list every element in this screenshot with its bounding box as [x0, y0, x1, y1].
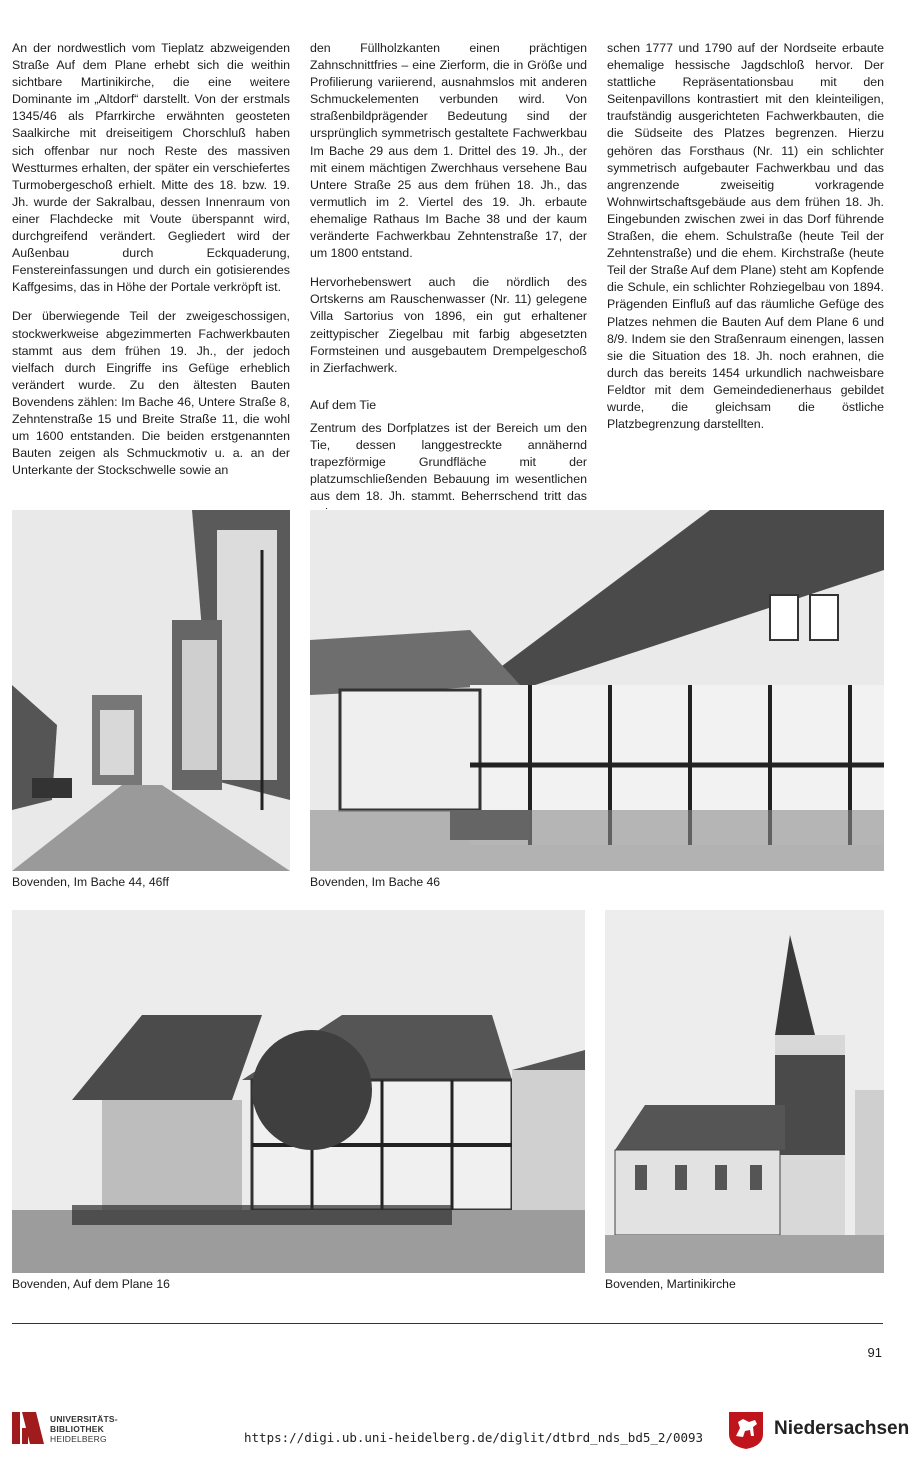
paragraph: schen 1777 und 1790 auf der Nordseite erbaute ehemalige hessische Jagdschloß hervor. Der stattliche Repräsentationsbau mit den Seitenpavillons kontrastiert mit den kleinteiligen, traufständig ausgerichteten Fachwerkbauten, die die Südseite des Platzes begrenzen. Hierzu gehören das Forsthaus (Nr. 11) ein schlichter symmetrisch aufgebauter Fachwerkbau und das angrenzende zweiseitig vorkragende Wohnwirtschaftsgebäude aus dem frühen 18. Jh. Eingebunden zwischen zwei in das Dorf führende Straßen, die ehem. Schulstraße (heute Teil der Zehntenstraße) und die ehem. Kirchstraße (heute Teil der Straße Auf dem Plane) steht am Kopfende die Schule, ein schlichter Rohziegelbau von 1894. Prägenden Einfluß auf das räumliche Gefüge des Platzes nehmen die Bauten Auf dem Plane 6 und 8/9. Indem sie den Straßenraum einengen, lassen sie die Situation des 18. Jh. noch erahnen, die durch das bereits 1454 urkundlich nachweisbare Feldtor mit dem Gemeindedienerhaus gebildet wurde, die gleichsam die östliche Platzbegrenzung darstellten. — [607, 41, 884, 432]
paragraph: Hervorhebenswert auch die nördlich des Ortskerns am Rauschenwasser (Nr. 11) gelegene Villa Sartorius von 1896, ein gut erhaltener zeittypischer Ziegelbau mit farbig abgesetzten Formsteinen und ausgebautem Drempelgeschoß in Zierfachwerk. — [310, 275, 587, 375]
university-library-logo-icon — [10, 1408, 44, 1448]
paragraph: Der überwiegende Teil der zweigeschossigen, stockwerkweise abgezimmerten Fachwerkbauten stammt aus dem frühen 19. Jh., der jedoch vielfach durch Eingriffe ins Gefüge erheblich verändert wurde. Zu den ältesten Bauten Bovendens zählen: Im Bache 46, Untere Straße 8, Zehntenstraße 15 und Breite Straße 11, die wohl um 1600 entstanden. Die beiden erstgenannten Bauten zeigen als Schmuckmotiv u. a. an der Unterkante der Stockschwelle sowie an — [12, 309, 290, 478]
photo-auf-dem-plane-16 — [12, 910, 585, 1273]
text-column-right — [607, 40, 884, 445]
paragraph: An der nordwestlich vom Tieplatz abzweigenden Straße Auf dem Plane erhebt sich die weithin sichtbare Martinikirche, die eine weitere Dominante im „Altdorf“ darstellt. Von der erstmals 1345/46 als Pfarrkirche erwähnten geosteten Saalkirche mit dreiseitigem Chorschluß haben sich offenbar nur noch Reste des massiven Westturmes erhalten, der später ein verschiefertes Turmobergeschoß erhielt. Mitte des 18. bzw. 19. Jh. wurde der Sakralbau, dessen Innenraum von einer Flachdecke mit Voute überspannt wird, durchgreifend verändert. Gegliedert wird der Außenbau durch Eckquaderung, Fenstereinfassungen und durch ein gotisierendes Kaffgesims, das in Höhe der Portale verkröpft ist. — [12, 41, 290, 295]
photo-martinikirche — [605, 910, 884, 1273]
paragraph: den Füllholzkanten einen prächtigen Zahnschnittfries – eine Zierform, die in Größe und Profilierung variierend, ausnahmslos mit anderen Schmuckelementen verbunden wird. Von straßenbildprägender Bedeutung sind der ursprünglich symmetrisch gestaltete Fachwerkbau Im Bache 29 aus dem 1. Drittel des 19. Jh., der mit einem mächtigen Zwerchhaus versehene Bau Untere Straße 25 aus dem frühen 18. Jh., das vermutlich im 2. Viertel des 19. Jh. erbaute ehemalige Rathaus Im Bache 38 und der kaum veränderte Fachwerkbau Zehntenstraße 17, der um 1800 entstand. — [310, 41, 587, 261]
section-heading: Auf dem Tie — [310, 397, 377, 412]
text-column-middle — [310, 40, 587, 534]
photo-im-bache-44 — [12, 510, 290, 871]
page-number: 91 — [867, 1345, 882, 1360]
digitization-footer — [0, 1398, 912, 1464]
niedersachsen-horse-logo-icon — [727, 1410, 765, 1450]
niedersachsen-label: Niedersachsen — [774, 1418, 910, 1439]
footer-rule — [12, 1323, 883, 1324]
university-library-name: UNIVERSITÄTS- BIBLIOTHEK HEIDELBERG — [50, 1414, 118, 1444]
text-column-left — [12, 40, 290, 491]
caption-photo-4: Bovenden, Martinikirche — [605, 1277, 736, 1291]
paragraph: Zentrum des Dorfplatzes ist der Bereich um den Tie, dessen langgestreckte annähernd trapezförmige Grundfläche mit der platzumschließenden Bebauung im wesentlichen aus dem 18. Jh. stammt. Beherrschend tritt das — [310, 420, 587, 504]
caption-photo-2: Bovenden, Im Bache 46 — [310, 875, 441, 889]
photo-im-bache-46 — [310, 510, 884, 871]
caption-photo-3: Bovenden, Auf dem Plane 16 — [12, 1277, 170, 1291]
source-url-link[interactable]: https://digi.ub.uni-heidelberg.de/diglit/dtbrd_nds_bd5_2/0093 — [244, 1430, 704, 1445]
caption-photo-1: Bovenden, Im Bache 44, 46ff — [12, 875, 169, 889]
